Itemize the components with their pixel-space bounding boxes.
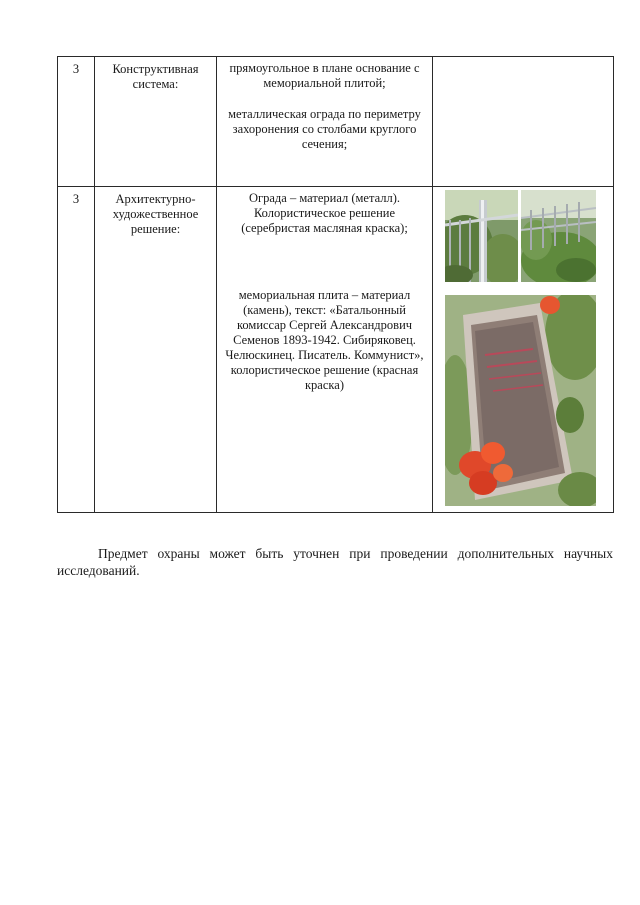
row-number: 3 — [58, 187, 95, 513]
row-description — [217, 187, 433, 513]
description-paragraph: металлическая ограда по периметру захоронения со столбами круглого сечения; — [228, 107, 421, 151]
row-label-text: Конструктивная система: — [112, 62, 199, 91]
description-paragraph: мемориальная плита – материал (камень), текст: «Батальонный комиссар Сергей Александрович Семенов 1893-1942. Сибиряковец. Челюскинец. Писатель. Коммунист», колористическое решение (красная краска) — [225, 288, 424, 392]
row-label — [95, 57, 217, 187]
row-description — [217, 57, 433, 187]
row-label — [95, 187, 217, 513]
protection-subject-table — [57, 56, 614, 513]
description-paragraph: Ограда – материал (металл). Колористическое решение (серебристая масляная краска); — [241, 191, 408, 235]
table-row — [58, 57, 614, 187]
memorial-plate-photo — [445, 295, 596, 506]
closing-note: Предмет охраны может быть уточнен при проведении дополнительных научных исследований. — [57, 546, 613, 578]
photo-cell — [433, 187, 614, 513]
fence-photo-left — [445, 190, 518, 282]
table-row — [58, 187, 614, 513]
fence-photo-right — [521, 190, 596, 282]
photo-cell-empty — [433, 57, 614, 187]
row-label-text: Архитектурно-художественное решение: — [112, 192, 199, 236]
row-number: 3 — [58, 57, 95, 187]
description-paragraph: прямоугольное в плане основание с мемориальной плитой; — [229, 61, 420, 90]
